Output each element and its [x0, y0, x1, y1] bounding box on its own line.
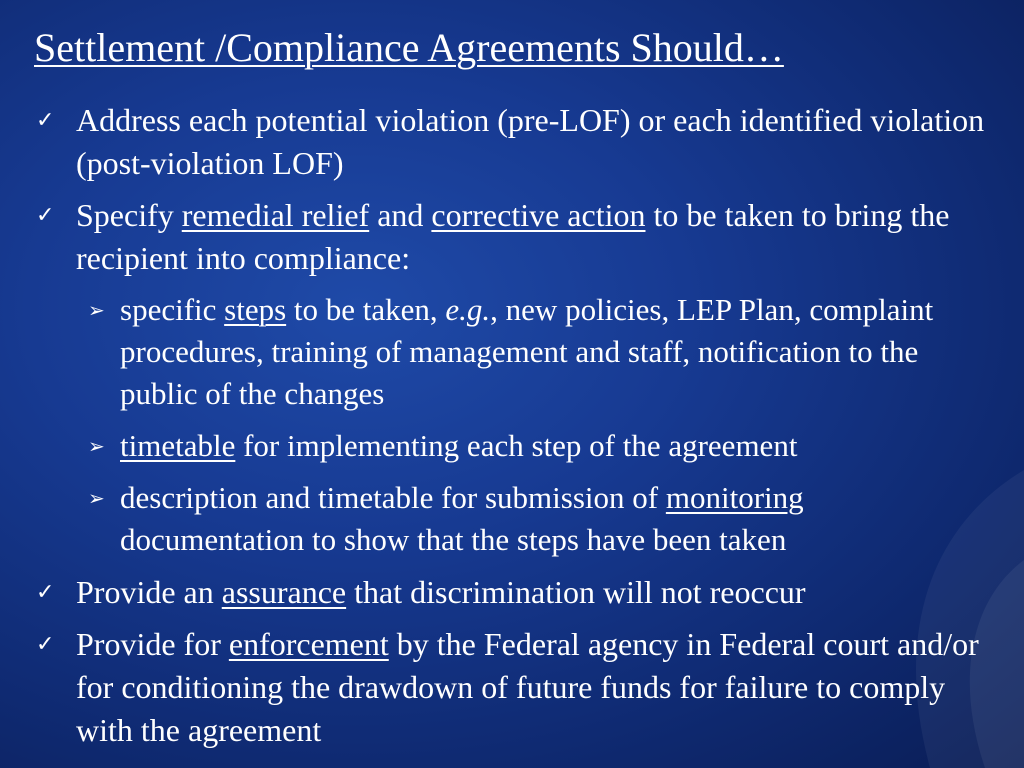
arrow-bullet-icon: ➢ [88, 434, 105, 458]
bullet-text: that discrimination will not reoccur [346, 574, 806, 610]
bullet-specify-relief [32, 194, 992, 280]
monitoring-link[interactable]: monitoring [665, 480, 804, 515]
bullet-text: to be taken, [286, 292, 446, 327]
bullet-list [32, 99, 992, 761]
timetable-link[interactable]: timetable [120, 428, 236, 463]
check-icon: ✓ [36, 580, 55, 605]
bullet-text: description and timetable for submission of [120, 480, 666, 515]
bullet-text: to be taken to bring the recipient into compliance: [76, 197, 950, 276]
check-icon: ✓ [36, 203, 55, 228]
enforcement-link[interactable]: enforcement [228, 626, 389, 662]
bullet-text: and [369, 197, 432, 233]
subbullet-specific-steps [32, 289, 992, 415]
arrow-bullet-icon: ➢ [88, 486, 105, 510]
bullet-text: Address each potential violation (pre-LOF) or each identified violation (post-violation LOF) [76, 102, 985, 181]
bullet-text: specific [120, 292, 225, 327]
steps-link[interactable]: steps [224, 292, 287, 327]
remedial-relief-link[interactable]: remedial relief [181, 197, 370, 233]
check-icon: ✓ [36, 632, 55, 657]
bullet-text: Specify [76, 197, 182, 233]
slide-title: Settlement /Compliance Agreements Should… [34, 25, 784, 70]
check-icon: ✓ [36, 108, 55, 133]
bullet-text: Provide for [76, 626, 229, 662]
bullet-text: documentation to show that the steps have been taken [120, 522, 787, 557]
arrow-bullet-icon: ➢ [88, 298, 105, 322]
bullet-assurance [32, 571, 992, 614]
bullet-enforcement [32, 623, 992, 752]
bullet-text: Provide an [76, 574, 222, 610]
bullet-text: for implementing each step of the agreement [235, 428, 798, 463]
corrective-action-link[interactable]: corrective action [431, 197, 646, 233]
eg-abbreviation: e.g. [445, 292, 491, 327]
bullet-address-violations [32, 99, 992, 185]
subbullet-timetable [32, 425, 992, 467]
bullet-text: by the Federal agency in Federal court and/or for conditioning the drawdown of future funds for failure to comply with the agreement [76, 626, 979, 748]
bullet-text: , new policies, LEP Plan, complaint procedures, training of management and staff, notification to the public of the changes [120, 292, 934, 411]
assurance-link[interactable]: assurance [221, 574, 347, 610]
subbullet-monitoring [32, 477, 992, 561]
